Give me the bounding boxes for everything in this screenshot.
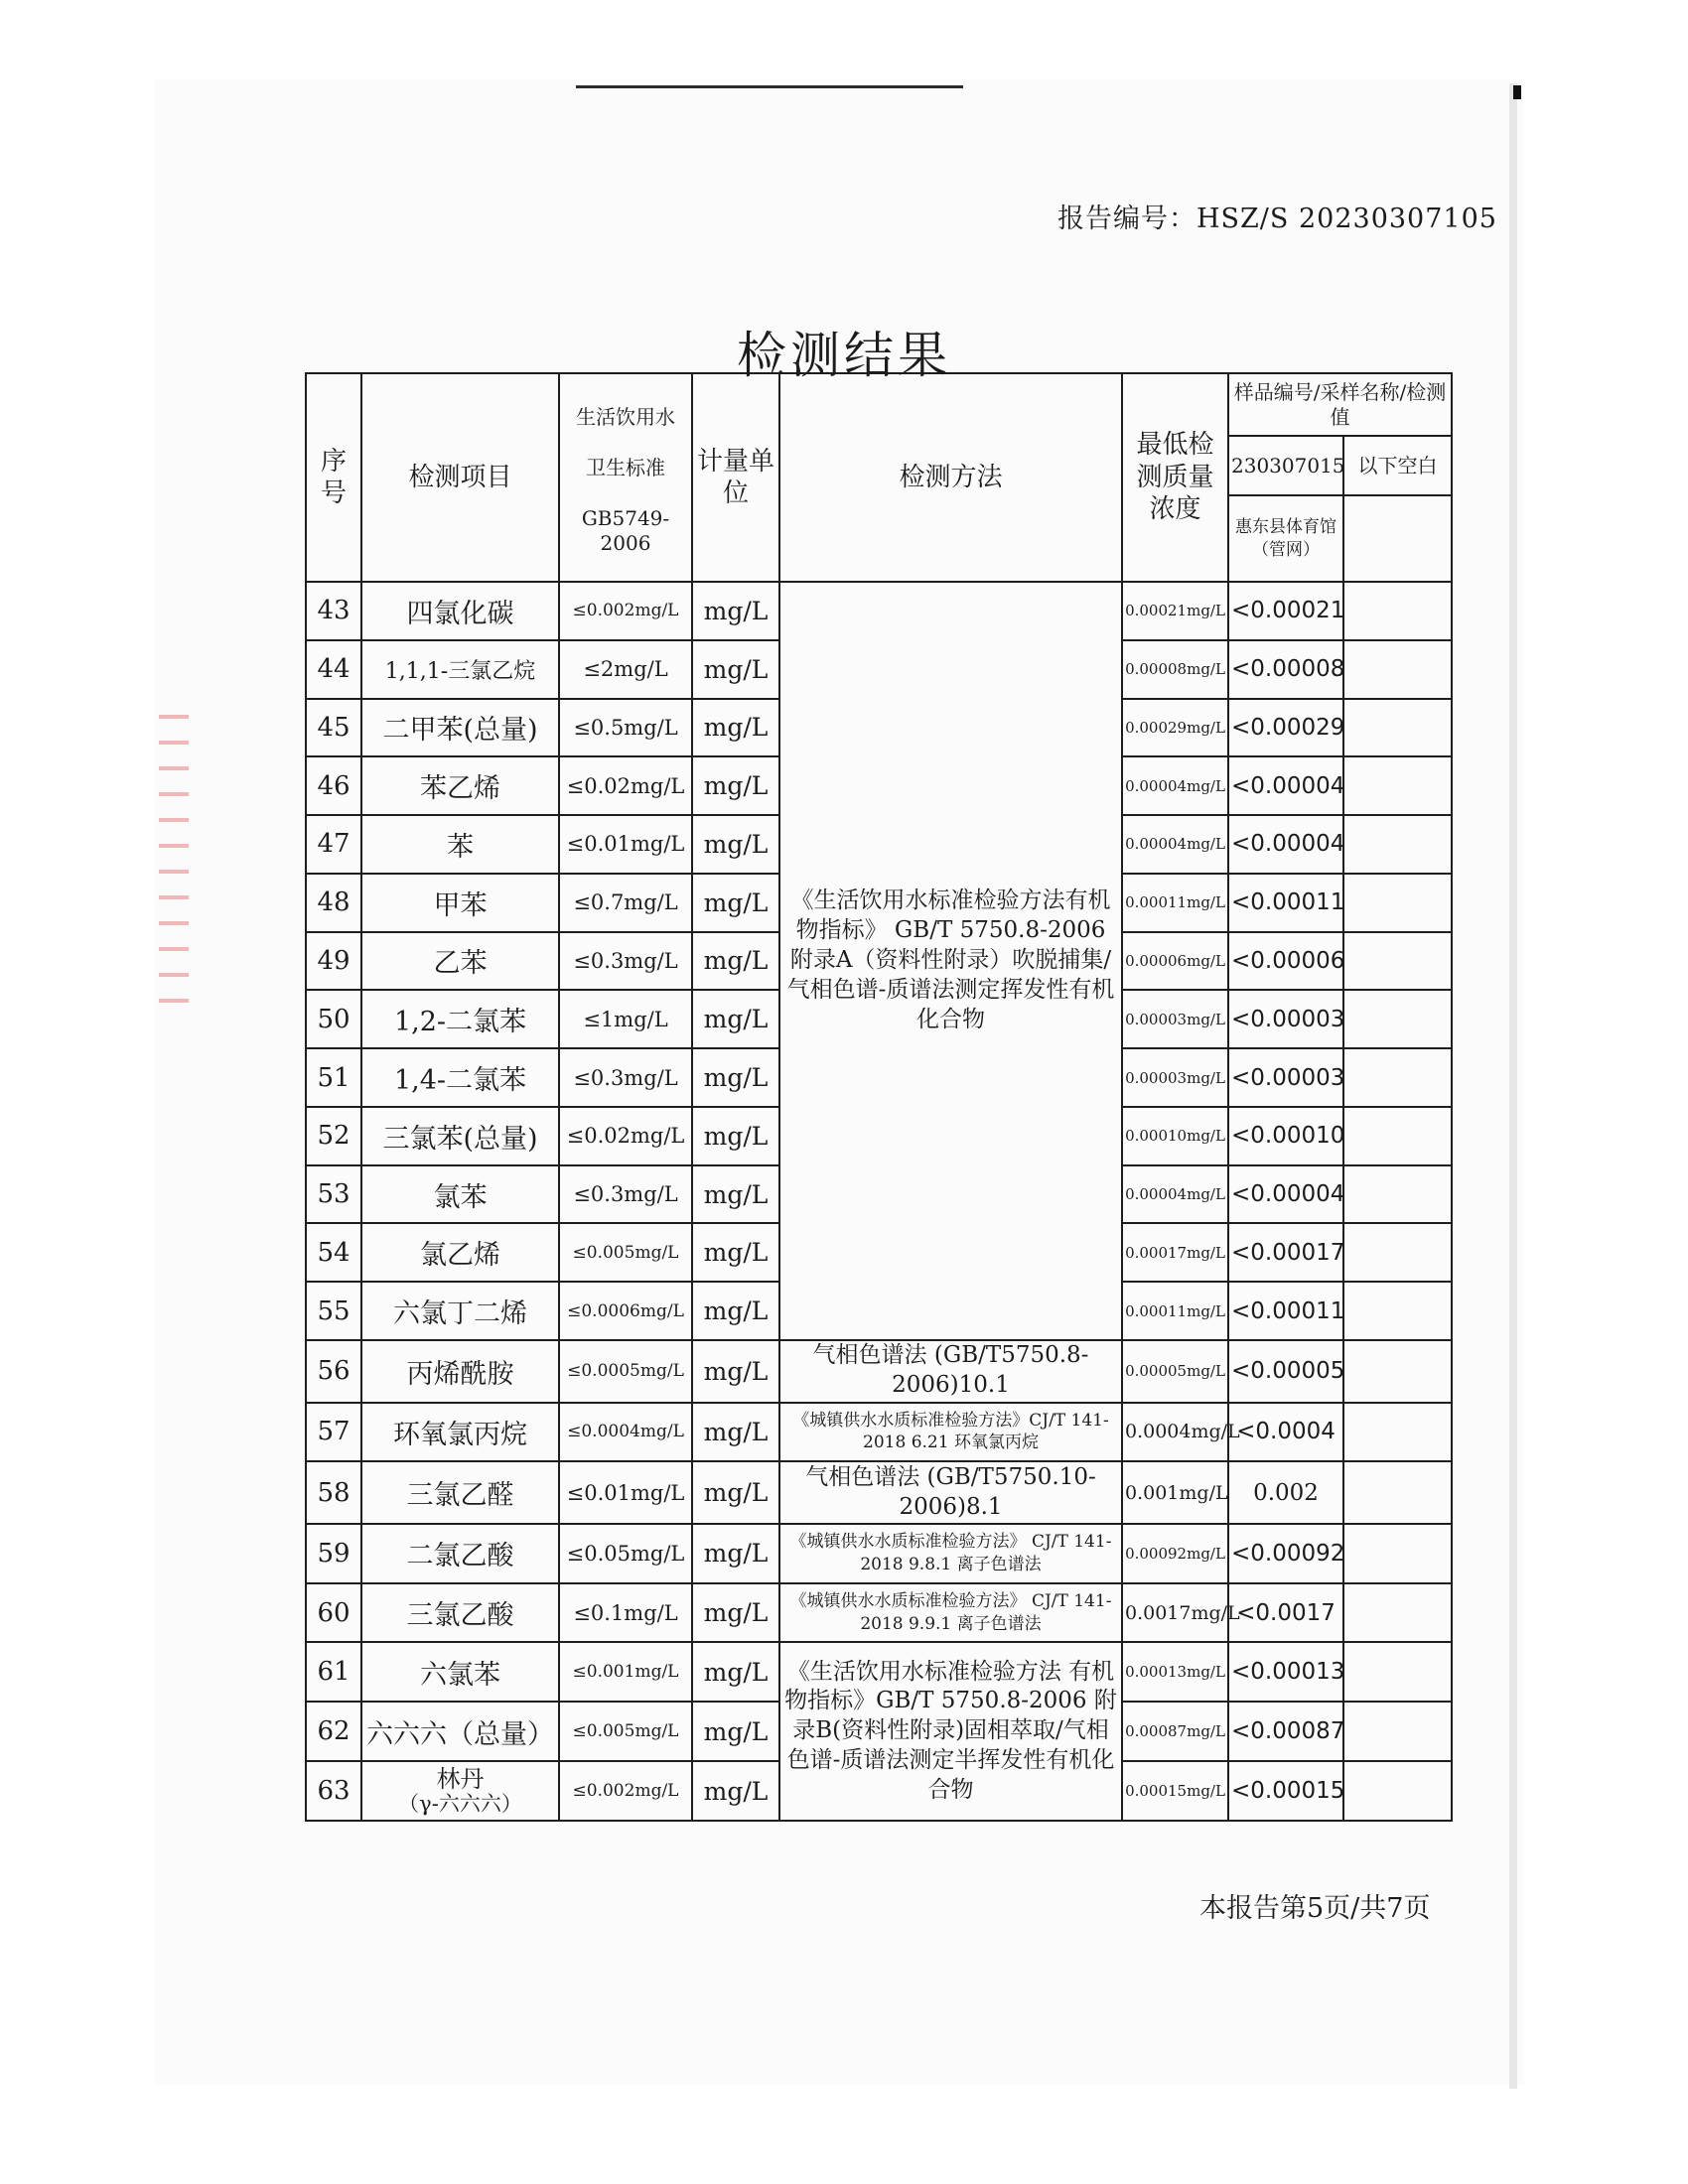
results-table <box>305 372 1453 1822</box>
row-number: 44 <box>306 640 361 699</box>
table-row <box>306 1403 1452 1462</box>
row-number: 53 <box>306 1165 361 1224</box>
row-unit: mg/L <box>692 932 779 991</box>
row-unit: mg/L <box>692 1282 779 1340</box>
row-unit: mg/L <box>692 1165 779 1224</box>
row-unit: mg/L <box>692 815 779 874</box>
row-standard: ≤1mg/L <box>559 990 692 1048</box>
row-standard: ≤0.002mg/L <box>559 1761 692 1821</box>
row-standard: ≤0.3mg/L <box>559 1165 692 1224</box>
report-number: 报告编号：HSZ/S 20230307105 <box>1057 204 1497 234</box>
table-row <box>306 1524 1452 1583</box>
row-number: 50 <box>306 990 361 1048</box>
row-standard: ≤0.5mg/L <box>559 699 692 757</box>
row-number: 46 <box>306 756 361 815</box>
row-blank <box>1343 1642 1452 1702</box>
row-blank <box>1343 1223 1452 1282</box>
row-value: <0.00087 <box>1228 1702 1343 1761</box>
row-unit: mg/L <box>692 1340 779 1403</box>
row-standard: ≤0.0006mg/L <box>559 1282 692 1340</box>
row-method: 《城镇供水水质标准检验方法》CJ/T 141-2018 6.21 环氧氯丙烷 <box>779 1403 1122 1462</box>
row-unit: mg/L <box>692 1702 779 1761</box>
top-rule <box>576 85 963 88</box>
row-item: 丙烯酰胺 <box>361 1340 559 1403</box>
row-min-concentration: 0.00004mg/L <box>1122 815 1228 874</box>
row-number: 57 <box>306 1403 361 1462</box>
header-sample-label: 样品编号/采样名称/检测值 <box>1228 373 1452 436</box>
row-min-concentration: 0.00015mg/L <box>1122 1761 1228 1821</box>
row-item-subname: （γ-六六六） <box>398 1791 522 1816</box>
row-item: 六氯苯 <box>361 1642 559 1702</box>
table-row <box>306 1461 1452 1524</box>
header-standard-line1: 生活饮用水 <box>576 405 675 429</box>
row-number: 63 <box>306 1761 361 1821</box>
row-standard: ≤0.02mg/L <box>559 1107 692 1165</box>
row-unit: mg/L <box>692 1223 779 1282</box>
row-unit: mg/L <box>692 1403 779 1462</box>
row-value: <0.0004 <box>1228 1403 1343 1462</box>
row-blank <box>1343 990 1452 1048</box>
page-title: 检测结果 <box>737 327 951 384</box>
row-blank <box>1343 815 1452 874</box>
header-method: 检测方法 <box>779 373 1122 582</box>
row-unit: mg/L <box>692 1761 779 1821</box>
row-min-concentration: 0.00004mg/L <box>1122 756 1228 815</box>
row-number: 55 <box>306 1282 361 1340</box>
row-item: 三氯乙酸 <box>361 1583 559 1643</box>
row-value: <0.00004 <box>1228 756 1343 815</box>
row-method: 气相色谱法 (GB/T5750.10-2006)8.1 <box>779 1461 1122 1524</box>
row-method: 《生活饮用水标准检验方法 有机物指标》GB/T 5750.8-2006 附录B(资料性附录)固相萃取/气相色谱-质谱法测定半挥发性有机化合物 <box>779 1642 1122 1821</box>
header-item: 检测项目 <box>361 373 559 582</box>
header-unit: 计量单位 <box>692 373 779 582</box>
row-number: 60 <box>306 1583 361 1643</box>
table-row <box>306 1340 1452 1403</box>
row-number: 48 <box>306 874 361 932</box>
results-body <box>306 582 1452 1821</box>
row-standard: ≤0.02mg/L <box>559 756 692 815</box>
row-item: 1,1,1-三氯乙烷 <box>361 640 559 699</box>
row-number: 51 <box>306 1048 361 1107</box>
row-value: <0.00013 <box>1228 1642 1343 1702</box>
row-value: <0.00008 <box>1228 640 1343 699</box>
row-min-concentration: 0.00029mg/L <box>1122 699 1228 757</box>
row-standard: ≤0.3mg/L <box>559 1048 692 1107</box>
row-blank <box>1343 1761 1452 1821</box>
row-blank <box>1343 1282 1452 1340</box>
row-item: 苯 <box>361 815 559 874</box>
row-value: <0.00015 <box>1228 1761 1343 1821</box>
header-no: 序号 <box>306 373 361 582</box>
row-unit: mg/L <box>692 1642 779 1702</box>
table-row <box>306 1583 1452 1643</box>
row-blank <box>1343 640 1452 699</box>
row-item: 甲苯 <box>361 874 559 932</box>
row-unit: mg/L <box>692 990 779 1048</box>
row-min-concentration: 0.0017mg/L <box>1122 1583 1228 1643</box>
row-method: 《城镇供水水质标准检验方法》 CJ/T 141-2018 9.8.1 离子色谱法 <box>779 1524 1122 1583</box>
row-item: 氯苯 <box>361 1165 559 1224</box>
row-min-concentration: 0.00006mg/L <box>1122 932 1228 991</box>
row-blank <box>1343 1403 1452 1462</box>
row-value: <0.00004 <box>1228 815 1343 874</box>
row-standard: ≤0.005mg/L <box>559 1702 692 1761</box>
row-min-concentration: 0.0004mg/L <box>1122 1403 1228 1462</box>
row-standard: ≤0.002mg/L <box>559 582 692 640</box>
row-unit: mg/L <box>692 1524 779 1583</box>
row-value: <0.00011 <box>1228 874 1343 932</box>
row-number: 49 <box>306 932 361 991</box>
row-item: 四氯化碳 <box>361 582 559 640</box>
row-min-concentration: 0.00011mg/L <box>1122 874 1228 932</box>
row-value: <0.00092 <box>1228 1524 1343 1583</box>
row-item: 乙苯 <box>361 932 559 991</box>
header-standard-line3: GB5749-2006 <box>581 506 670 555</box>
row-unit: mg/L <box>692 582 779 640</box>
row-min-concentration: 0.00017mg/L <box>1122 1223 1228 1282</box>
row-item: 1,2-二氯苯 <box>361 990 559 1048</box>
header-empty <box>1343 495 1452 582</box>
row-unit: mg/L <box>692 756 779 815</box>
row-unit: mg/L <box>692 1048 779 1107</box>
row-number: 56 <box>306 1340 361 1403</box>
row-blank <box>1343 1340 1452 1403</box>
row-min-concentration: 0.00003mg/L <box>1122 990 1228 1048</box>
row-blank <box>1343 1583 1452 1643</box>
row-standard: ≤0.001mg/L <box>559 1642 692 1702</box>
row-blank <box>1343 874 1452 932</box>
row-min-concentration: 0.00005mg/L <box>1122 1340 1228 1403</box>
row-value: <0.00006 <box>1228 932 1343 991</box>
row-value: <0.00005 <box>1228 1340 1343 1403</box>
row-value: <0.00004 <box>1228 1165 1343 1224</box>
row-standard: ≤2mg/L <box>559 640 692 699</box>
row-standard: ≤0.0004mg/L <box>559 1403 692 1462</box>
row-blank <box>1343 1524 1452 1583</box>
header-blank: 以下空白 <box>1343 436 1452 495</box>
row-value: <0.00021 <box>1228 582 1343 640</box>
row-blank <box>1343 582 1452 640</box>
row-item: 六氯丁二烯 <box>361 1282 559 1340</box>
row-min-concentration: 0.00010mg/L <box>1122 1107 1228 1165</box>
row-item: 环氧氯丙烷 <box>361 1403 559 1462</box>
row-standard: ≤0.05mg/L <box>559 1524 692 1583</box>
row-value: <0.00011 <box>1228 1282 1343 1340</box>
header-standard <box>559 373 692 582</box>
header-sample-no: 230307015 <box>1228 436 1343 495</box>
row-item: 1,4-二氯苯 <box>361 1048 559 1107</box>
row-unit: mg/L <box>692 1107 779 1165</box>
row-standard: ≤0.01mg/L <box>559 1461 692 1524</box>
row-value: <0.00003 <box>1228 990 1343 1048</box>
row-standard: ≤0.005mg/L <box>559 1223 692 1282</box>
row-min-concentration: 0.00004mg/L <box>1122 1165 1228 1224</box>
row-min-concentration: 0.00087mg/L <box>1122 1702 1228 1761</box>
row-item: 二氯乙酸 <box>361 1524 559 1583</box>
row-value: <0.00029 <box>1228 699 1343 757</box>
row-item: 三氯乙醛 <box>361 1461 559 1524</box>
row-item <box>361 1761 559 1821</box>
row-value: <0.00010 <box>1228 1107 1343 1165</box>
row-method: 《生活饮用水标准检验方法有机物指标》 GB/T 5750.8-2006 附录A（资料性附录）吹脱捕集/气相色谱-质谱法测定挥发性有机化合物 <box>779 582 1122 1340</box>
row-min-concentration: 0.00008mg/L <box>1122 640 1228 699</box>
row-unit: mg/L <box>692 874 779 932</box>
row-blank <box>1343 1048 1452 1107</box>
row-number: 58 <box>306 1461 361 1524</box>
row-min-concentration: 0.00011mg/L <box>1122 1282 1228 1340</box>
row-blank <box>1343 699 1452 757</box>
row-value: 0.002 <box>1228 1461 1343 1524</box>
row-standard: ≤0.7mg/L <box>559 874 692 932</box>
row-standard: ≤0.1mg/L <box>559 1583 692 1643</box>
row-min-concentration: 0.00092mg/L <box>1122 1524 1228 1583</box>
row-value: <0.00003 <box>1228 1048 1343 1107</box>
header-standard-line2: 卫生标准 <box>586 456 665 479</box>
row-number: 59 <box>306 1524 361 1583</box>
row-number: 47 <box>306 815 361 874</box>
header-sample-name: 惠东县体育馆（管网） <box>1228 495 1343 582</box>
table-row <box>306 582 1452 640</box>
row-value: <0.00017 <box>1228 1223 1343 1282</box>
row-min-concentration: 0.001mg/L <box>1122 1461 1228 1524</box>
table-row <box>306 1642 1452 1702</box>
row-unit: mg/L <box>692 1461 779 1524</box>
row-method: 气相色谱法 (GB/T5750.8-2006)10.1 <box>779 1340 1122 1403</box>
row-blank <box>1343 932 1452 991</box>
row-method: 《城镇供水水质标准检验方法》 CJ/T 141-2018 9.9.1 离子色谱法 <box>779 1583 1122 1643</box>
row-blank <box>1343 1702 1452 1761</box>
row-number: 45 <box>306 699 361 757</box>
row-standard: ≤0.01mg/L <box>559 815 692 874</box>
row-unit: mg/L <box>692 640 779 699</box>
row-unit: mg/L <box>692 699 779 757</box>
row-min-concentration: 0.00021mg/L <box>1122 582 1228 640</box>
row-value: <0.0017 <box>1228 1583 1343 1643</box>
row-min-concentration: 0.00003mg/L <box>1122 1048 1228 1107</box>
row-item-name: 林丹 <box>436 1765 485 1794</box>
row-min-concentration: 0.00013mg/L <box>1122 1642 1228 1702</box>
row-number: 62 <box>306 1702 361 1761</box>
edge-mark <box>1513 85 1521 99</box>
row-blank <box>1343 1107 1452 1165</box>
row-number: 52 <box>306 1107 361 1165</box>
row-item: 氯乙烯 <box>361 1223 559 1282</box>
row-unit: mg/L <box>692 1583 779 1643</box>
row-item: 二甲苯(总量) <box>361 699 559 757</box>
row-number: 61 <box>306 1642 361 1702</box>
row-item: 苯乙烯 <box>361 756 559 815</box>
row-item: 三氯苯(总量) <box>361 1107 559 1165</box>
red-stamp-trace <box>159 715 189 1013</box>
row-number: 43 <box>306 582 361 640</box>
row-standard: ≤0.3mg/L <box>559 932 692 991</box>
row-number: 54 <box>306 1223 361 1282</box>
row-blank <box>1343 1165 1452 1224</box>
header-mdl: 最低检测质量浓度 <box>1122 373 1228 582</box>
row-item: 六六六（总量） <box>361 1702 559 1761</box>
page-footer: 本报告第5页/共7页 <box>1199 1893 1431 1924</box>
row-blank <box>1343 756 1452 815</box>
row-standard: ≤0.0005mg/L <box>559 1340 692 1403</box>
row-blank <box>1343 1461 1452 1524</box>
